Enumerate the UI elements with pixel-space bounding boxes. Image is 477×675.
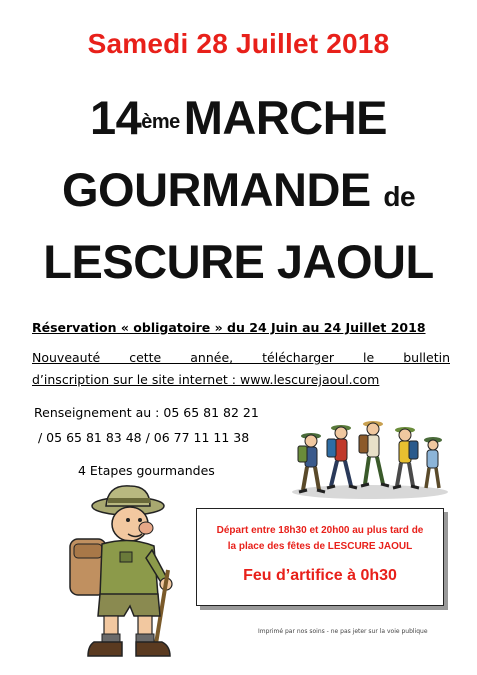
hiker-man-illustration [50, 484, 200, 664]
hikers-group-illustration [285, 418, 455, 502]
footer-note: Imprimé par nos soins - ne pas jeter sur la voie publique [258, 628, 428, 635]
title-line-3: LESCURE JAOUL [43, 235, 434, 288]
nouveaute-line-2: d’inscription sur le site internet : www.lescurejaoul.com [32, 372, 380, 387]
title-number: 14 [89, 91, 142, 144]
fireworks-text: Feu d’artifice à 0h30 [243, 567, 397, 584]
title-line-2 [0, 164, 477, 223]
title-marche: MARCHE [183, 91, 388, 144]
event-date: Samedi 28 Juillet 2018 [87, 28, 390, 59]
departure-line-1: Départ entre 18h30 et 20h00 au plus tard de [216, 525, 424, 536]
departure-line-2: la place des fêtes de LESCURE JAOUL [227, 541, 413, 552]
renseignement-line-2: / 05 65 81 83 48 / 06 77 11 11 38 [38, 430, 250, 445]
nouveaute-line-1: Nouveauté cette année, télécharger le bulletin [32, 350, 450, 365]
renseignement-line-1: Renseignement au : 05 65 81 82 21 [34, 405, 259, 420]
title-line-1 [0, 92, 477, 144]
departure-info-box [196, 508, 444, 606]
title-superscript: ème [141, 111, 180, 133]
reservation-text: Réservation « obligatoire » du 24 Juin au 24 Juillet 2018 [32, 320, 426, 335]
etapes-text: 4 Etapes gourmandes [78, 463, 215, 478]
title-de: de [383, 181, 416, 212]
title-gourmande: GOURMANDE [61, 163, 371, 216]
